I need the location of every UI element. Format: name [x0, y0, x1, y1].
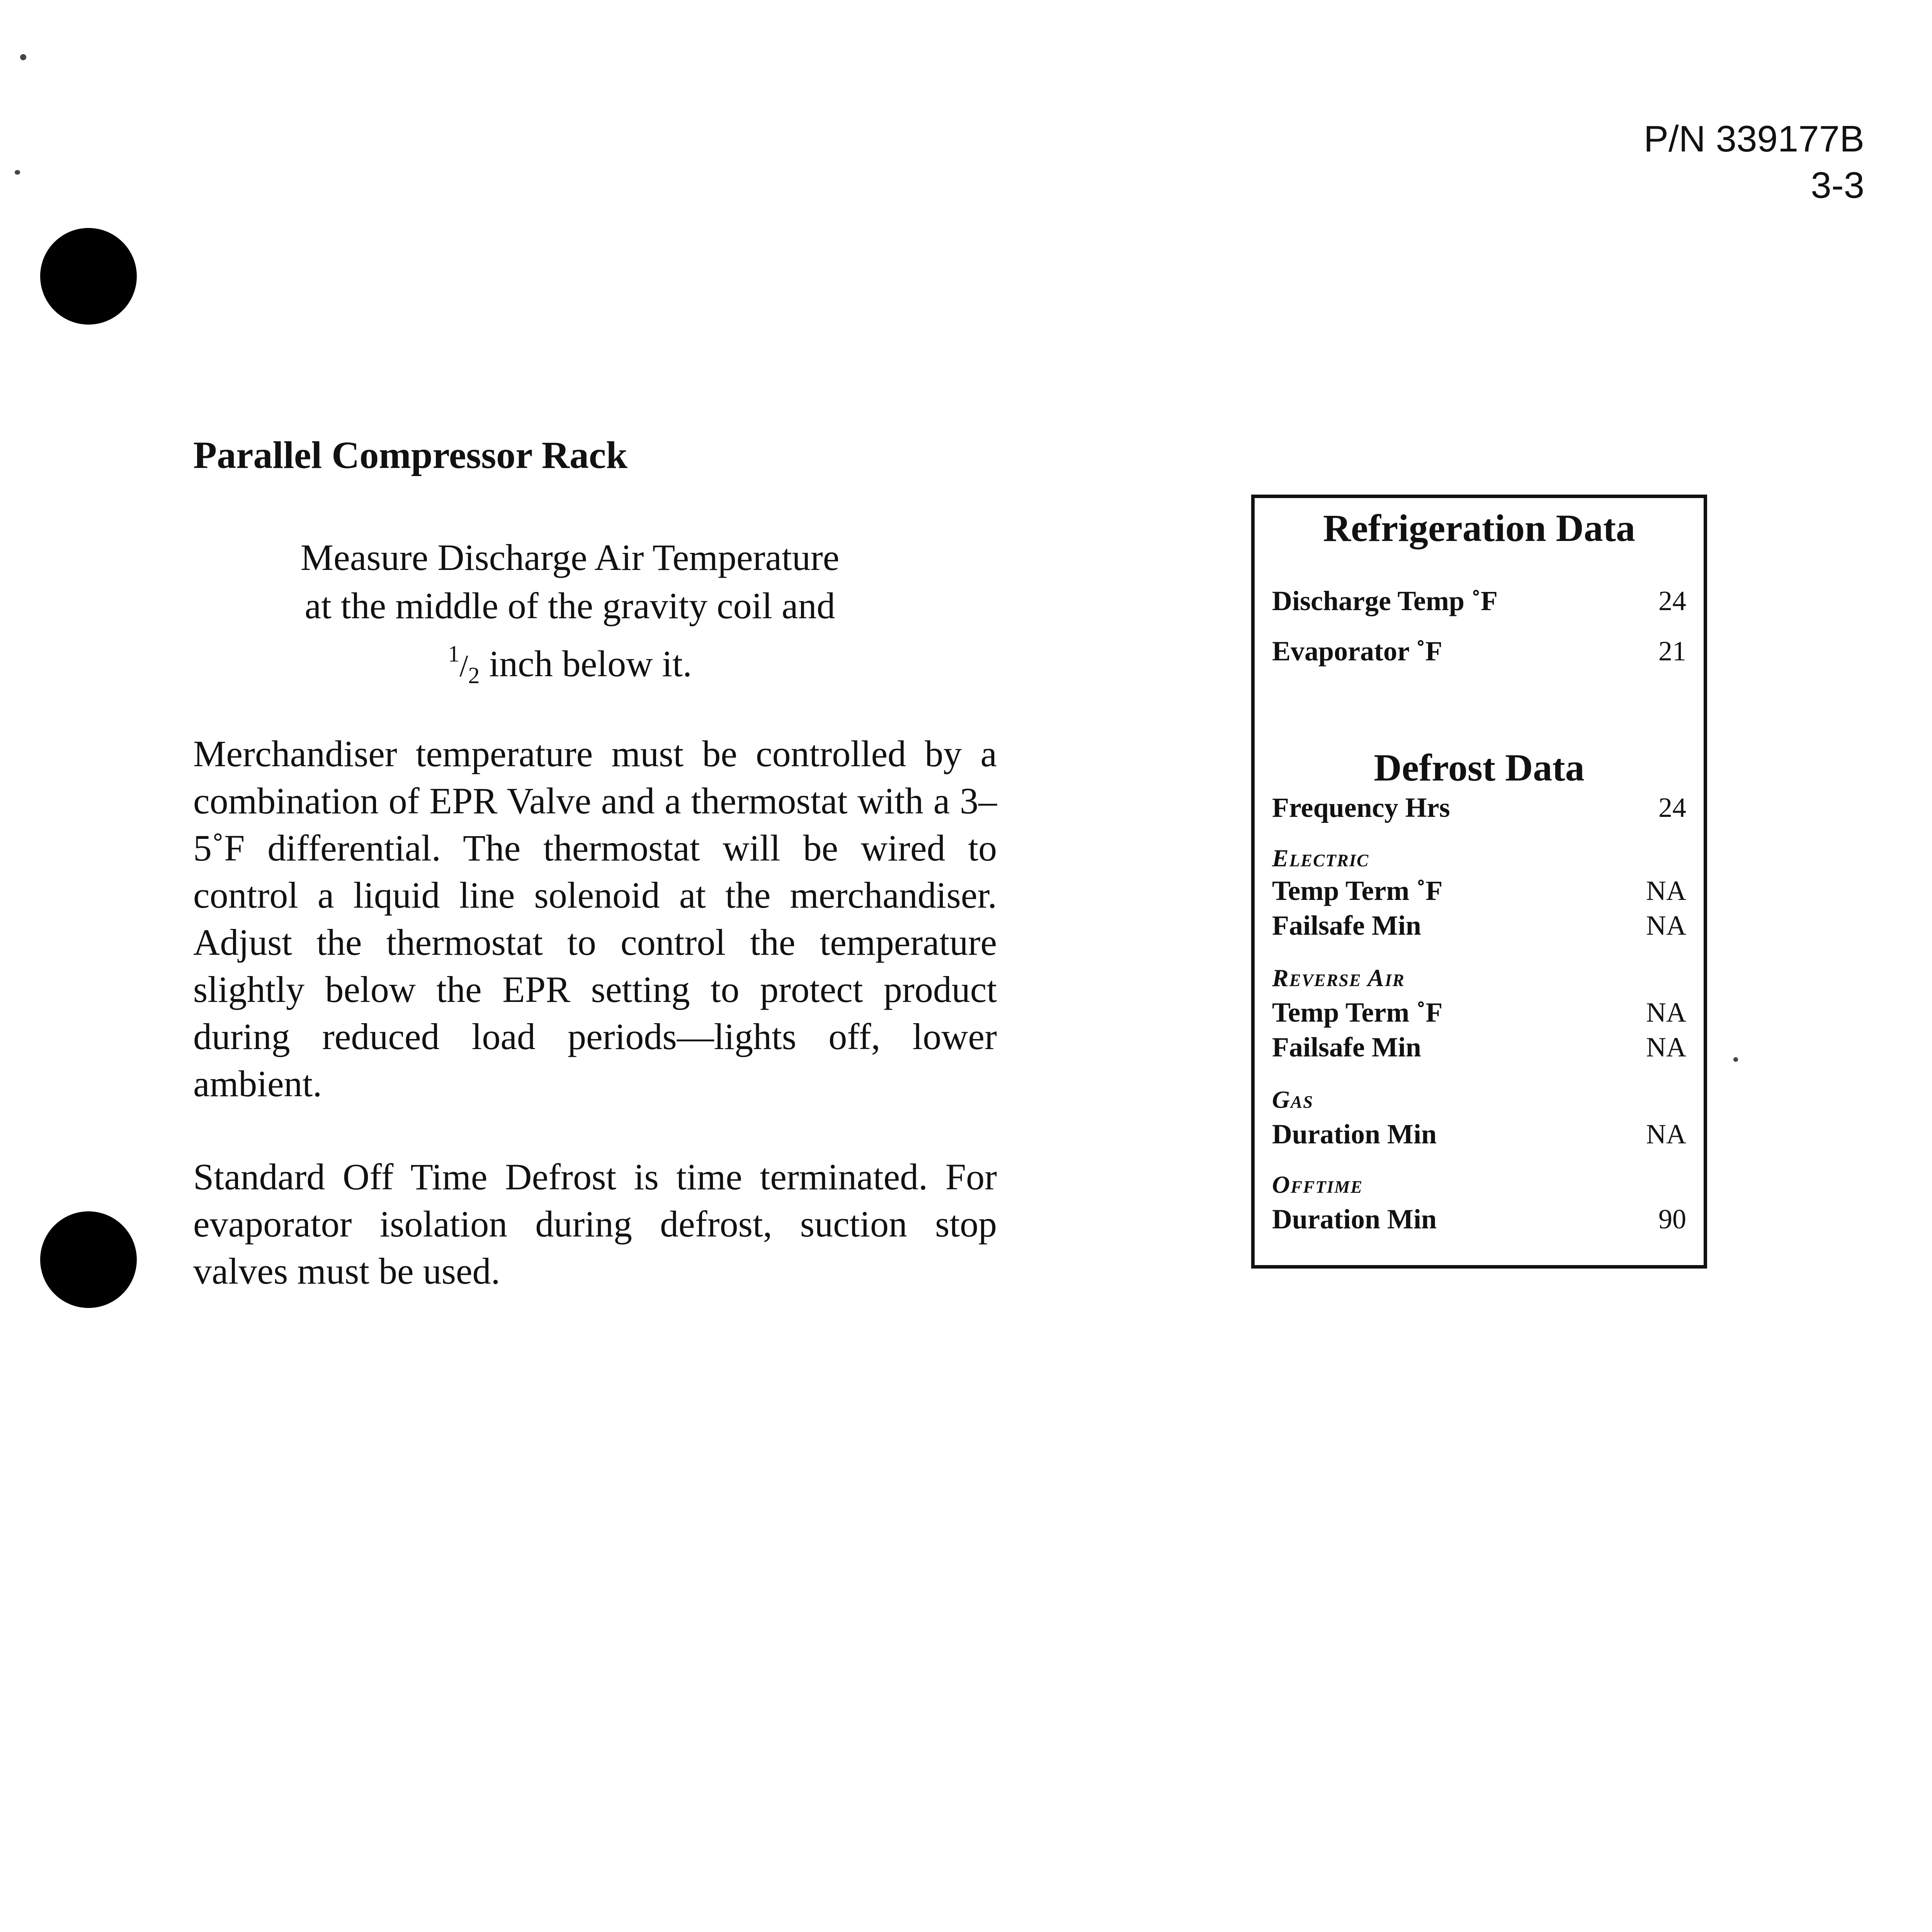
- reverse-air-heading: Reverse Air: [1272, 964, 1405, 992]
- row-label: Evaporator ˚F: [1272, 636, 1442, 667]
- table-row: [1272, 635, 1686, 670]
- scan-speck: [20, 54, 26, 60]
- row-value: NA: [1646, 1032, 1686, 1063]
- defrost-paragraph: Standard Off Time Defrost is time terminated. For evaporator isolation during defrost, suction stop valves must be used.: [193, 1156, 997, 1292]
- instruction-line-3: [232, 630, 908, 700]
- table-row: [1272, 585, 1686, 620]
- row-label: Frequency Hrs: [1272, 792, 1450, 823]
- fraction-slash: /: [459, 649, 468, 683]
- row-label: Temp Term ˚F: [1272, 875, 1443, 906]
- defrost-data-title: Defrost Data: [1374, 746, 1585, 789]
- half-fraction: [448, 641, 480, 688]
- row-label: Duration Min: [1272, 1204, 1437, 1235]
- gas-heading: Gas: [1272, 1086, 1314, 1113]
- table-row: [1272, 910, 1686, 944]
- row-value: NA: [1646, 1119, 1686, 1150]
- row-label: Temp Term ˚F: [1272, 997, 1443, 1028]
- row-label: Duration Min: [1272, 1119, 1437, 1150]
- part-number: P/N 339177B: [1643, 118, 1864, 160]
- refrigeration-data-title: Refrigeration Data: [1323, 507, 1636, 549]
- electric-heading: Electric: [1272, 844, 1369, 872]
- table-row: [1272, 792, 1686, 827]
- fraction-denominator: 2: [468, 663, 480, 688]
- table-row: [1272, 875, 1686, 910]
- instruction-line-3-text: inch below it.: [480, 643, 692, 684]
- row-label: Failsafe Min: [1272, 910, 1421, 941]
- row-value: 24: [1658, 585, 1686, 616]
- punch-hole-middle: [40, 1211, 137, 1308]
- table-row: [1272, 997, 1686, 1031]
- scan-speck: [1733, 1057, 1738, 1062]
- table-row: [1272, 1203, 1686, 1238]
- section-title: Parallel Compressor Rack: [193, 434, 628, 476]
- row-value: 90: [1658, 1204, 1686, 1235]
- merchandiser-temperature-paragraph: Merchandiser temperature must be controlled by a combination of EPR Valve and a thermostat with a 3–5˚F differential. The thermostat will be wired to control a liquid line solenoid at the merchandiser. Adjust the thermostat to control the temperature slightly below the EPR setting to protect product during reduced load periods—lights off, lower ambient.: [193, 733, 997, 1104]
- table-row: [1272, 1118, 1686, 1153]
- scan-speck: [15, 170, 20, 175]
- data-table-box: [1251, 495, 1707, 1269]
- page-number: 3-3: [1811, 165, 1864, 206]
- row-value: 21: [1658, 636, 1686, 667]
- row-label: Discharge Temp ˚F: [1272, 585, 1498, 616]
- page-header: [1644, 116, 1864, 209]
- instruction-line-2: at the middle of the gravity coil and: [304, 585, 835, 626]
- row-value: NA: [1646, 910, 1686, 941]
- measurement-instruction: [232, 533, 908, 700]
- instruction-line-1: Measure Discharge Air Temperature: [300, 537, 840, 578]
- table-row: [1272, 1031, 1686, 1066]
- offtime-heading: Offtime: [1272, 1171, 1363, 1198]
- row-value: 24: [1658, 792, 1686, 823]
- row-label: Failsafe Min: [1272, 1032, 1421, 1063]
- fraction-numerator: 1: [448, 641, 460, 667]
- row-value: NA: [1646, 997, 1686, 1028]
- punch-hole-top: [40, 228, 137, 325]
- row-value: NA: [1646, 875, 1686, 906]
